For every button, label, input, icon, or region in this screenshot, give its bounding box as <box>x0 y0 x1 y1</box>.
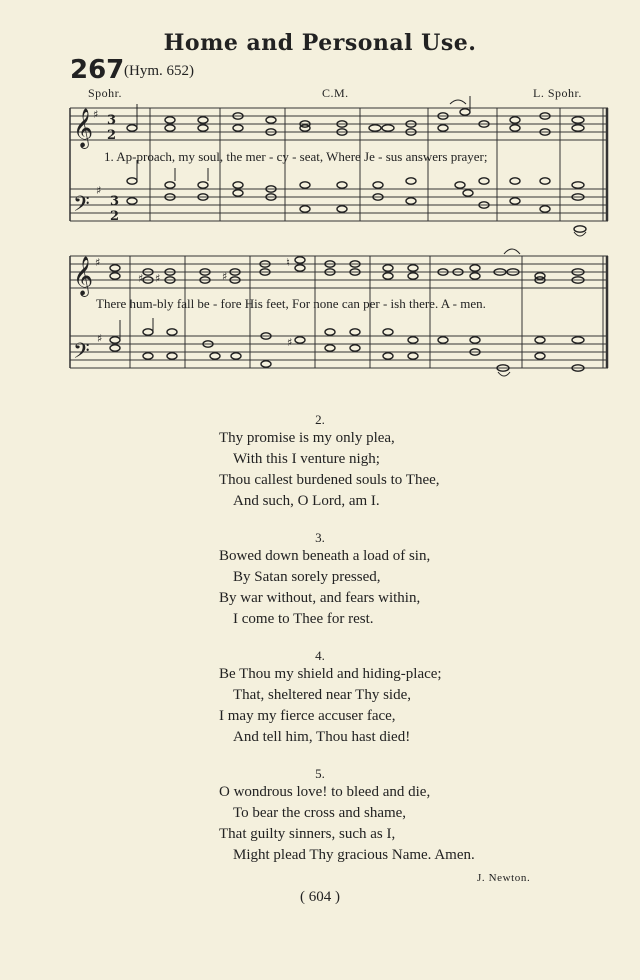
verse-line: Might plead Thy gracious Name. Amen. <box>233 847 475 863</box>
svg-text:♯: ♯ <box>96 184 102 197</box>
verse-line: With this I venture nigh; <box>233 451 380 467</box>
staff-2-bass <box>70 336 608 368</box>
verse-line: Bowed down beneath a load of sin, <box>219 548 431 564</box>
svg-text:♯: ♯ <box>95 256 101 269</box>
verse-line: That, sheltered near Thy side, <box>233 687 411 703</box>
composer-left: Spohr. <box>88 86 123 100</box>
svg-text:♯: ♯ <box>155 272 161 285</box>
verse-line: To bear the cross and shame, <box>233 805 407 821</box>
svg-text:2: 2 <box>110 209 120 224</box>
page-header-title: Home and Personal Use. <box>163 30 477 56</box>
page-number: ( 604 ) <box>300 889 340 905</box>
author-attribution: J. Newton. <box>477 872 531 884</box>
verse-number: 4. <box>315 648 325 663</box>
verse-line: By war without, and fears within, <box>219 590 421 606</box>
lyrics-line-2: There hum-bly fall be - fore His feet, For none can per - ish there. A - men. <box>96 296 486 311</box>
svg-text:3: 3 <box>110 194 120 209</box>
verse-number: 5. <box>315 766 325 781</box>
notes-system-1 <box>127 109 586 232</box>
hymn-number: 267 <box>70 55 125 85</box>
notes-system-2 <box>110 257 584 371</box>
verse-number: 2. <box>315 412 325 427</box>
verse-line: I may my fierce accuser face, <box>219 708 396 724</box>
svg-text:3: 3 <box>107 113 117 128</box>
staff-1-bass <box>70 189 608 221</box>
svg-text:♯: ♯ <box>287 336 293 349</box>
verse-line: That guilty sinners, such as I, <box>219 826 396 842</box>
verse-line: Thou callest burdened souls to Thee, <box>219 472 440 488</box>
verse-line: I come to Thee for rest. <box>233 611 374 627</box>
hymn-reference: (Hym. 652) <box>124 63 194 79</box>
svg-text:♯: ♯ <box>222 270 228 283</box>
meter: C.M. <box>322 86 349 100</box>
bass-clef: 𝄢 <box>73 192 90 222</box>
svg-text:♮: ♮ <box>286 256 290 269</box>
treble-clef-2: 𝄞 <box>73 256 94 296</box>
verse-line: By Satan sorely pressed, <box>233 569 381 585</box>
treble-clef: 𝄞 <box>73 108 94 148</box>
svg-text:♯: ♯ <box>97 332 103 345</box>
verse-line: Be Thou my shield and hiding-place; <box>219 666 442 682</box>
verse-line: And such, O Lord, am I. <box>233 493 380 509</box>
verse-number: 3. <box>315 530 325 545</box>
svg-text:2: 2 <box>107 128 117 143</box>
verse-line: And tell him, Thou hast died! <box>233 729 411 745</box>
svg-text:♯: ♯ <box>93 108 99 121</box>
svg-text:♯: ♯ <box>138 272 144 285</box>
bass-clef-2: 𝄢 <box>73 339 90 369</box>
lyrics-line-1: 1. Ap-proach, my soul, the mer - cy - seat, Where Je - sus answers prayer; <box>104 149 488 164</box>
verse-line: O wondrous love! to bleed and die, <box>219 784 431 800</box>
verse-line: Thy promise is my only plea, <box>219 430 395 446</box>
composer-right: L. Spohr. <box>533 86 582 100</box>
